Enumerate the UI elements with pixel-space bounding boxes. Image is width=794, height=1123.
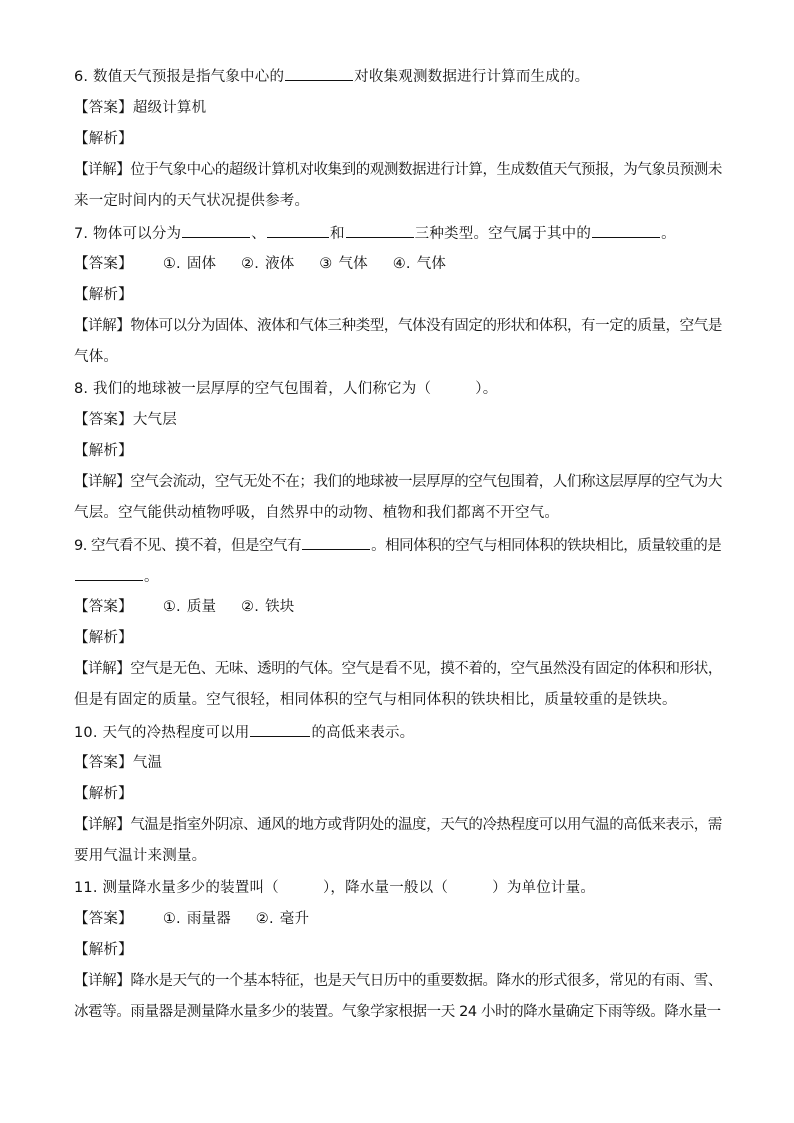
- detail-tag: 【详解】: [74, 661, 131, 677]
- answer-tag: 【答案】: [74, 755, 133, 771]
- question-8-detail-cont: 气层。空气能供动植物呼吸，自然界中的动物、植物和我们都离不开空气。: [74, 505, 560, 521]
- detail-text: 位于气象中心的超级计算机对收集到的观测数据进行计算，生成数值天气预报，为气象员预测未: [130, 162, 722, 178]
- question-9-analysis-tag: 【解析】: [74, 630, 133, 646]
- question-text: 对收集观测数据进行计算而生成的。: [354, 69, 590, 85]
- answer-number: ④.: [392, 256, 411, 272]
- answer-item: [241, 254, 294, 274]
- question-6-answer: [74, 98, 724, 118]
- answer-text: 大气层: [132, 412, 177, 428]
- question-text: 和: [329, 226, 345, 242]
- question-10-answer: [74, 753, 724, 773]
- fill-blank: [182, 223, 250, 238]
- question-7-analysis-tag: 【解析】: [74, 287, 133, 303]
- question-text: 的高低来表示。: [311, 725, 415, 741]
- question-7-detail: [74, 316, 724, 336]
- detail-tag: 【详解】: [74, 318, 131, 334]
- answer-number: ③: [319, 256, 333, 272]
- detail-text: 空气是无色、无味、透明的气体。空气是看不见，摸不着的，空气虽然没有固定的体积和形状，: [130, 661, 722, 677]
- question-7-answer: [74, 254, 724, 274]
- answer-number: ②.: [255, 911, 274, 927]
- fill-blank: [592, 223, 660, 238]
- question-9-detail-cont: 但是有固定的质量。空气很轻，相同体积的空气与相同体积的铁块相比，质量较重的是铁块。: [74, 692, 677, 708]
- answer-text: 超级计算机: [132, 100, 207, 116]
- question-10-detail: [74, 815, 724, 835]
- question-10-stem: [74, 722, 724, 743]
- answer-item: [163, 597, 216, 617]
- question-11-detail-cont: 冰雹等。雨量器是测量降水量多少的装置。气象学家根据一天 24 小时的降水量确定下雨等级。降水量一: [74, 1004, 721, 1020]
- answer-tag: 【答案】: [74, 412, 133, 428]
- fill-blank: [75, 566, 143, 581]
- answer-number: ①.: [162, 256, 181, 272]
- detail-text: 气温是指室外阴凉、通风的地方或背阴处的温度，天气的冷热程度可以用气温的高低来表示，需: [130, 817, 722, 833]
- fill-blank: [285, 66, 353, 81]
- question-11-analysis-tag: 【解析】: [74, 942, 133, 958]
- answer-tag: 【答案】: [74, 599, 133, 615]
- answer-item: [241, 597, 294, 617]
- detail-tag: 【详解】: [74, 973, 131, 989]
- answer-text: 气体: [416, 256, 447, 272]
- answer-number: ②.: [241, 599, 260, 615]
- answer-text: 气温: [132, 755, 163, 771]
- question-10-analysis-tag: 【解析】: [74, 786, 133, 802]
- answer-item: [163, 254, 216, 274]
- punctuation: 、: [251, 226, 266, 242]
- fill-blank: [302, 535, 370, 550]
- question-6-analysis-tag: 【解析】: [74, 131, 133, 147]
- question-6-stem: [74, 66, 724, 87]
- answer-tag: 【答案】: [74, 911, 133, 927]
- answer-number: ①.: [162, 599, 181, 615]
- fill-blank: [346, 223, 414, 238]
- question-8-detail: [74, 472, 724, 492]
- answer-text: 毫升: [279, 911, 310, 927]
- detail-text: 降水是天气的一个基本特征，也是天气日历中的重要数据。降水的形式很多，常见的有雨、雪、: [130, 973, 722, 989]
- answer-number: ①.: [162, 911, 181, 927]
- question-11-answer: [74, 909, 724, 929]
- answer-list: [163, 254, 466, 274]
- detail-text: 物体可以分为固体、液体和气体三种类型，气体没有固定的形状和体积，有一定的质量，空气是: [130, 318, 722, 334]
- question-text: 7. 物体可以分为: [74, 226, 182, 242]
- question-8-stem: 8. 我们的地球被一层厚厚的空气包围着，人们称它为（ ）。: [74, 381, 498, 397]
- answer-tag: 【答案】: [74, 256, 133, 272]
- question-9-stem: [74, 535, 724, 556]
- answer-list: [163, 909, 329, 929]
- answer-number: ②.: [241, 256, 260, 272]
- question-text: 6. 数值天气预报是指气象中心的: [74, 69, 285, 85]
- question-8-answer: [74, 410, 724, 430]
- answer-item: [256, 909, 309, 929]
- answer-item: [163, 909, 231, 929]
- question-text: 9. 空气看不见、摸不着，但是空气有: [74, 538, 302, 554]
- question-7-stem: [74, 223, 724, 244]
- detail-tag: 【详解】: [74, 817, 131, 833]
- question-9-answer: [74, 597, 724, 617]
- question-text: 。相同体积的空气与相同体积的铁块相比，质量较重的是: [371, 538, 722, 554]
- question-10-detail-cont: 要用气温计来测量。: [74, 848, 207, 864]
- question-8-analysis-tag: 【解析】: [74, 443, 133, 459]
- question-6-detail-cont: 来一定时间内的天气状况提供参考。: [74, 193, 310, 209]
- answer-item: [319, 254, 368, 274]
- answer-text: 气体: [338, 256, 368, 272]
- fill-blank: [267, 223, 329, 238]
- punctuation: 。: [144, 569, 159, 585]
- answer-text: 雨量器: [186, 911, 231, 927]
- fill-blank: [250, 722, 310, 737]
- question-9-stem-cont: [74, 566, 724, 587]
- answer-text: 固体: [186, 256, 217, 272]
- question-text: 10. 天气的冷热程度可以用: [74, 725, 250, 741]
- question-11-stem: 11. 测量降水量多少的装置叫（ ），降水量一般以（ ）为单位计量。: [74, 880, 596, 896]
- detail-tag: 【详解】: [74, 474, 131, 490]
- answer-text: 质量: [186, 599, 217, 615]
- punctuation: 。: [661, 226, 676, 242]
- question-9-detail: [74, 659, 724, 679]
- answer-text: 液体: [265, 256, 295, 272]
- question-7-detail-cont: 气体。: [74, 349, 119, 365]
- question-11-detail: [74, 971, 724, 991]
- detail-text: 空气会流动，空气无处不在；我们的地球被一层厚厚的空气包围着，人们称这层厚厚的空气为大: [130, 474, 722, 490]
- answer-item: [393, 254, 446, 274]
- answer-text: 铁块: [265, 599, 295, 615]
- question-text: 三种类型。空气属于其中的: [414, 226, 592, 242]
- answer-list: [163, 597, 315, 617]
- answer-tag: 【答案】: [74, 100, 133, 116]
- detail-tag: 【详解】: [74, 162, 131, 178]
- question-6-detail: [74, 160, 724, 180]
